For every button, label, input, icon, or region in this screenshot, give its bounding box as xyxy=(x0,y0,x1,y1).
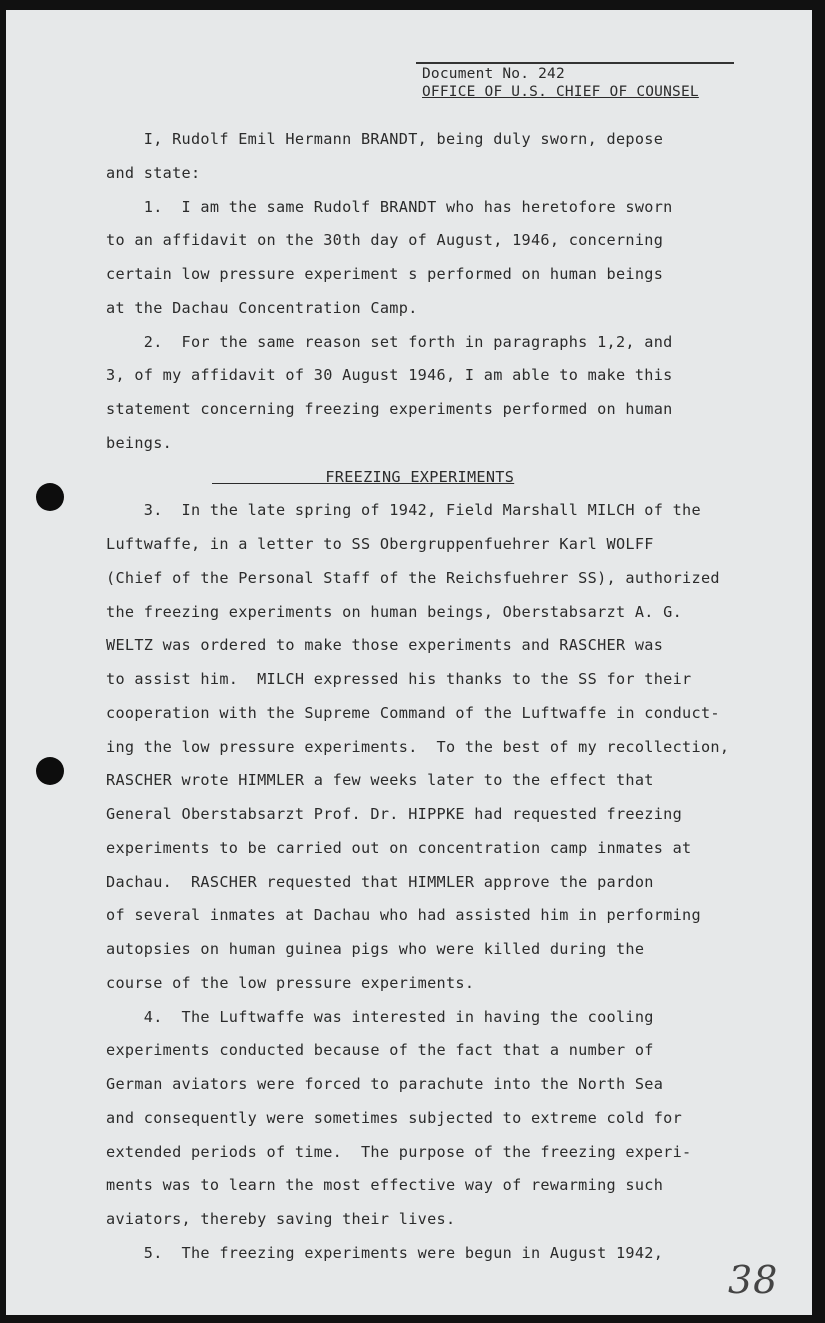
office-title: OFFICE OF U.S. CHIEF OF COUNSEL xyxy=(422,84,699,100)
text-line: I, Rudolf Emil Hermann BRANDT, being duly sworn, depose xyxy=(106,130,664,148)
text-line: (Chief of the Personal Staff of the Reichsfuehrer SS), authorized xyxy=(106,569,720,587)
text-line: at the Dachau Concentration Camp. xyxy=(106,299,418,317)
text-line: Dachau. RASCHER requested that HIMMLER approve the pardon xyxy=(106,873,654,891)
document-page xyxy=(6,10,812,1315)
text-line: of several inmates at Dachau who had assisted him in performing xyxy=(106,906,701,924)
text-line: statement concerning freezing experiments performed on human xyxy=(106,400,673,418)
punch-hole-lower xyxy=(36,757,64,785)
text-line: 4. The Luftwaffe was interested in having the cooling xyxy=(106,1008,654,1026)
text-line: certain low pressure experiment s performed on human beings xyxy=(106,265,664,283)
text-line: 5. The freezing experiments were begun in August 1942, xyxy=(106,1244,664,1262)
text-line: ments was to learn the most effective way of rewarming such xyxy=(106,1176,664,1194)
text-line: RASCHER wrote HIMMLER a few weeks later to the effect that xyxy=(106,771,654,789)
text-line: 2. For the same reason set forth in paragraphs 1,2, and xyxy=(106,333,673,351)
text-line: experiments conducted because of the fact that a number of xyxy=(106,1041,654,1059)
text-line: extended periods of time. The purpose of the freezing experi- xyxy=(106,1143,692,1161)
text-line: cooperation with the Supreme Command of the Luftwaffe in conduct- xyxy=(106,704,720,722)
document-header xyxy=(416,62,734,101)
document-number: Document No. 242 xyxy=(422,66,565,82)
text-line: Luftwaffe, in a letter to SS Obergruppenfuehrer Karl WOLFF xyxy=(106,535,654,553)
text-line: German aviators were forced to parachute into the North Sea xyxy=(106,1075,664,1093)
text-line: 1. I am the same Rudolf BRANDT who has heretofore sworn xyxy=(106,198,673,216)
text-line: 3, of my affidavit of 30 August 1946, I am able to make this xyxy=(106,366,673,384)
section-heading: FREEZING EXPERIMENTS xyxy=(212,468,515,486)
text-line: beings. xyxy=(106,434,173,452)
text-line: and state: xyxy=(106,164,201,182)
text-line: course of the low pressure experiments. xyxy=(106,974,475,992)
header-rule xyxy=(416,62,734,64)
handwritten-page-number: 38 xyxy=(728,1258,779,1302)
text-line: ing the low pressure experiments. To the best of my recollection, xyxy=(106,738,730,756)
punch-hole-upper xyxy=(36,483,64,511)
text-line: to an affidavit on the 30th day of August, 1946, concerning xyxy=(106,231,664,249)
text-line: aviators, thereby saving their lives. xyxy=(106,1210,456,1228)
text-line: 3. In the late spring of 1942, Field Marshall MILCH of the xyxy=(106,501,701,519)
text-line: autopsies on human guinea pigs who were killed during the xyxy=(106,940,645,958)
text-line: the freezing experiments on human beings, Oberstabsarzt A. G. xyxy=(106,603,683,621)
text-line: WELTZ was ordered to make those experiments and RASCHER was xyxy=(106,636,664,654)
text-line: to assist him. MILCH expressed his thanks to the SS for their xyxy=(106,670,692,688)
text-line: and consequently were sometimes subjected to extreme cold for xyxy=(106,1109,683,1127)
text-line: experiments to be carried out on concentration camp inmates at xyxy=(106,839,692,857)
text-line: General Oberstabsarzt Prof. Dr. HIPPKE had requested freezing xyxy=(106,805,683,823)
